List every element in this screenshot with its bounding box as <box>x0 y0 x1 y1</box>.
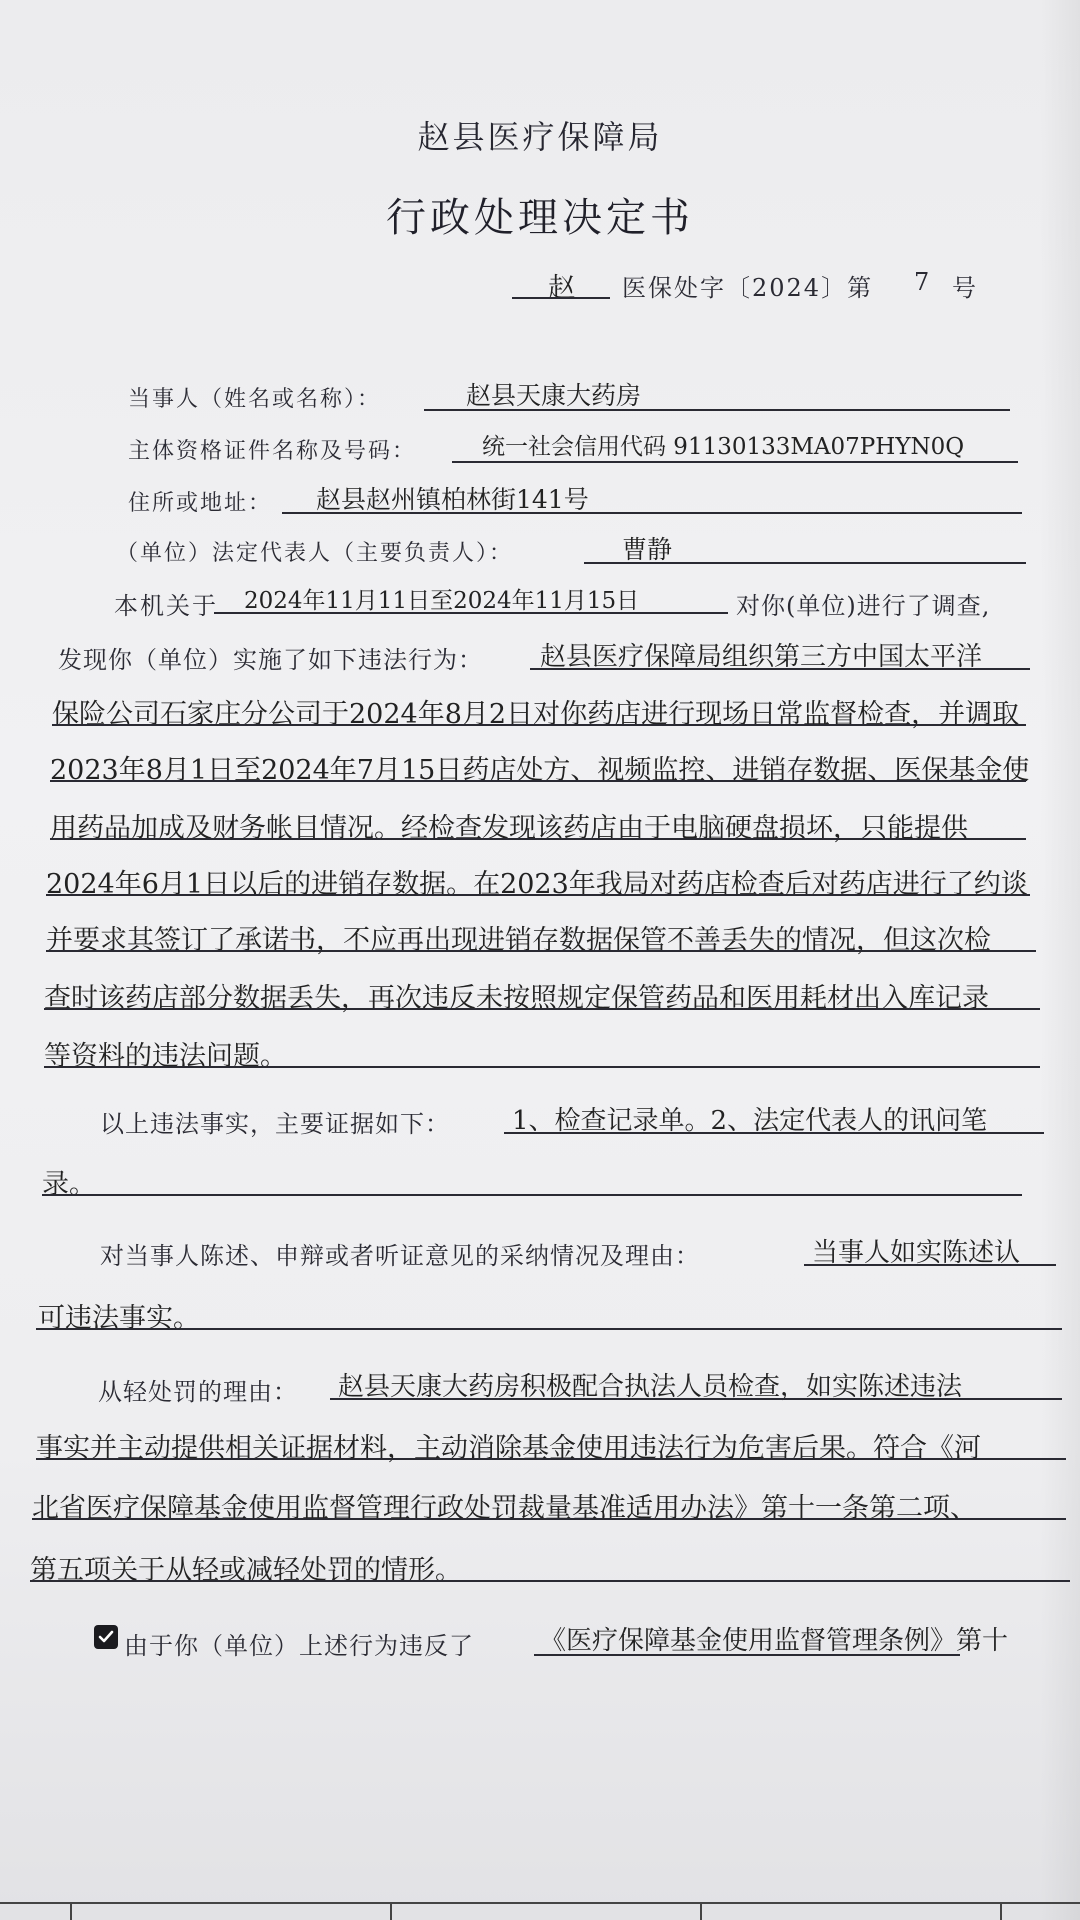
party-address-value: 赵县赵州镇柏林街141号 <box>316 485 589 514</box>
violation-found-line-2: 保险公司石家庄分公司于2024年8月2日对你药店进行现场日常监督检查，并调取 <box>52 699 1020 730</box>
violation-found-line-7: 查时该药店部分数据丢失，再次违反未按照规定保管药品和医用耗材出入库记录 <box>44 983 989 1014</box>
document-title: 行政处理决定书 <box>386 195 694 241</box>
violation-found-line-5: 2024年6月1日以后的进销存数据。在2023年我局对药店检查后对药店进行了约谈 <box>46 869 1028 900</box>
doc-number-prefix: 赵 <box>548 273 575 304</box>
statement-line-1: 当事人如实陈述认 <box>812 1238 1021 1268</box>
investigation-intro-suffix: 对你(单位)进行了调查, <box>736 592 991 620</box>
investigation-intro-label: 本机关于 <box>114 592 218 620</box>
check-icon <box>97 1628 115 1646</box>
violation-found-line-3: 2023年8月1日至2024年7月15日药店处方、视频监控、进销存数据、医保基金使 <box>50 755 1030 786</box>
doc-number-value: 7 <box>914 268 932 296</box>
evidence-label: 以上违法事实，主要证据如下： <box>100 1110 450 1138</box>
statement-label: 对当事人陈述、申辩或者听证意见的采纳情况及理由： <box>100 1242 700 1270</box>
agency-title: 赵县医疗保障局 <box>417 118 663 156</box>
legal-rep-value: 曹静 <box>622 535 673 564</box>
violation-found-line-4: 用药品加成及财务帐目情况。经检查发现该药店由于电脑硬盘损坏，只能提供 <box>50 813 968 844</box>
party-name-label: 当事人（姓名或名称）： <box>128 387 382 412</box>
party-id-value: 统一社会信用代码 91130133MA07PHYN0Q <box>482 434 965 460</box>
evidence-line-2: 录。 <box>42 1169 96 1200</box>
violation-found-line-8: 等资料的违法问题。 <box>44 1041 287 1072</box>
leniency-line-2: 事实并主动提供相关证据材料，主动消除基金使用违法行为危害后果。符合《河 <box>36 1433 981 1464</box>
party-name-value: 赵县天康大药房 <box>466 381 642 410</box>
party-address-label: 住所或地址： <box>128 491 273 516</box>
leniency-label: 从轻处罚的理由： <box>98 1378 298 1406</box>
doc-number-suffix: 号 <box>952 274 978 302</box>
violation-found-line-1: 赵县医疗保障局组织第三方中国太平洋 <box>540 642 983 672</box>
legal-rep-label: （单位）法定代表人（主要负责人）： <box>116 541 514 566</box>
leniency-line-1: 赵县天康大药房积极配合执法人员检查，如实陈述违法 <box>338 1372 963 1402</box>
evidence-line-1: 1、检查记录单。2、法定代表人的讯问笔 <box>512 1106 988 1136</box>
violation-found-label: 发现你（单位）实施了如下违法行为： <box>58 646 483 674</box>
leniency-line-3: 北省医疗保障基金使用监督管理行政处罚裁量基准适用办法》第十一条第二项、 <box>32 1493 977 1524</box>
checked-checkbox[interactable] <box>94 1625 118 1649</box>
violation-basis-value: 《医疗保障基金使用监督管理条例》第十 <box>540 1626 1009 1656</box>
leniency-line-4: 第五项关于从轻或减轻处罚的情形。 <box>30 1555 462 1586</box>
violation-found-line-6: 并要求其签订了承诺书，不应再出现进销存数据保管不善丢失的情况，但这次检 <box>46 925 991 956</box>
statement-line-2: 可违法事实。 <box>38 1303 200 1334</box>
party-id-label: 主体资格证件名称及号码： <box>128 439 417 464</box>
doc-number-middle: 医保处字〔2024〕第 <box>622 274 874 302</box>
investigation-period: 2024年11月11日至2024年11月15日 <box>244 588 640 614</box>
violation-basis-label: 由于你（单位）上述行为违反了 <box>124 1632 474 1660</box>
